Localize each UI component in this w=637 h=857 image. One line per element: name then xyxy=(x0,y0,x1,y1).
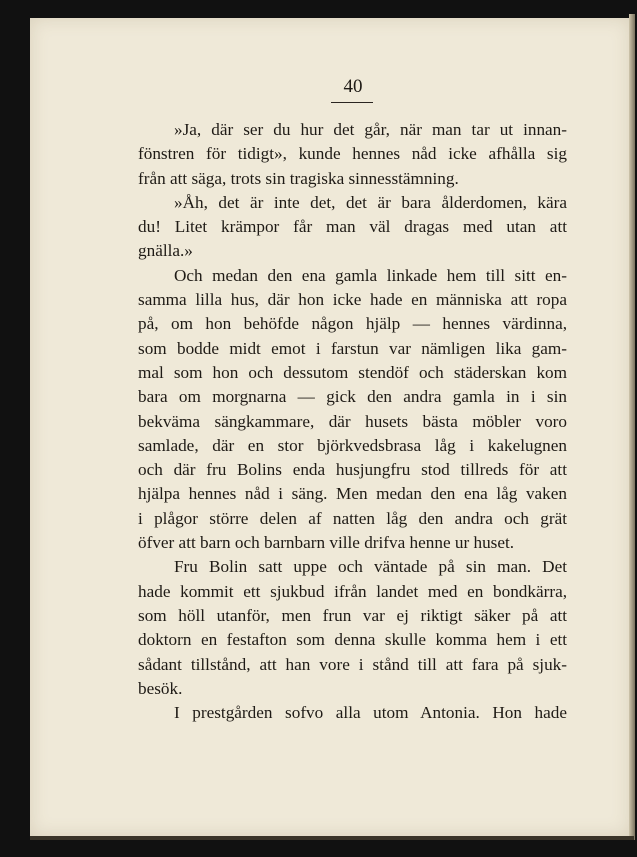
text-line: Och medan den ena gamla linkade hem till sitt en- xyxy=(174,265,567,285)
text-line: I prestgården sofvo alla utom Antonia. Hon hade xyxy=(174,703,567,723)
text-line: Fru Bolin satt uppe och väntade på sin man. Det xyxy=(174,557,567,577)
text-line: »Ja, där ser du hur det går, när man tar ut innan- xyxy=(174,120,567,139)
text-line: från att säga, trots sin tragiska sinnesstämning. xyxy=(138,168,459,188)
page-number: 40 xyxy=(343,76,363,97)
text-line: doktorn en festafton som denna skulle komma hem i ett xyxy=(138,630,567,650)
text-line: gnälla.» xyxy=(138,241,193,261)
text-line: »Åh, det är inte det, det är bara ålderdomen, kära xyxy=(174,192,567,212)
page-number-rule xyxy=(331,102,373,103)
text-line: samlade, där en stor björkvedsbrasa låg i kakelugnen xyxy=(138,435,567,455)
text-line: fönstren för tidigt», kunde hennes nåd icke afhålla sig xyxy=(138,144,567,164)
page-edge xyxy=(629,14,635,840)
text-line: sådant tillstånd, att han vore i stånd till att fara på sjuk- xyxy=(138,654,567,674)
text-line: hjälpa hennes nåd i säng. Men medan den ena låg vaken xyxy=(138,484,567,504)
text-line: hade kommit ett sjukbud ifrån landet med en bondkärra, xyxy=(138,581,567,601)
text-line: på, om hon behöfde någon hjälp — hennes värdinna, xyxy=(138,314,567,334)
text-line: du! Litet krämpor får man väl dragas med utan att xyxy=(138,217,567,237)
text-line: och där fru Bolins enda husjungfru stod tillreds för att xyxy=(138,460,567,480)
text-line: som bodde midt emot i farstun var nämligen lika gam- xyxy=(138,338,567,358)
text-line: bekväma sängkammare, där husets bästa möbler voro xyxy=(138,411,567,431)
text-line: öfver att barn och barnbarn ville drifva henne ur huset. xyxy=(138,533,515,553)
text-line: bara om morgnarna — gick den andra gamla in i sin xyxy=(138,387,567,407)
text-line: som höll utanför, men frun var ej riktigt säker på att xyxy=(138,605,567,625)
text-line: mal som hon och dessutom stendöf och städerskan kom xyxy=(138,362,567,382)
page-bottom-shadow xyxy=(30,836,634,840)
text-line: i plågor större delen af natten låg den andra och grät xyxy=(138,508,567,528)
text-line: besök. xyxy=(138,678,183,698)
text-line: samma lilla hus, där hon icke hade en människa att ropa xyxy=(138,290,567,310)
body-text xyxy=(138,118,567,725)
